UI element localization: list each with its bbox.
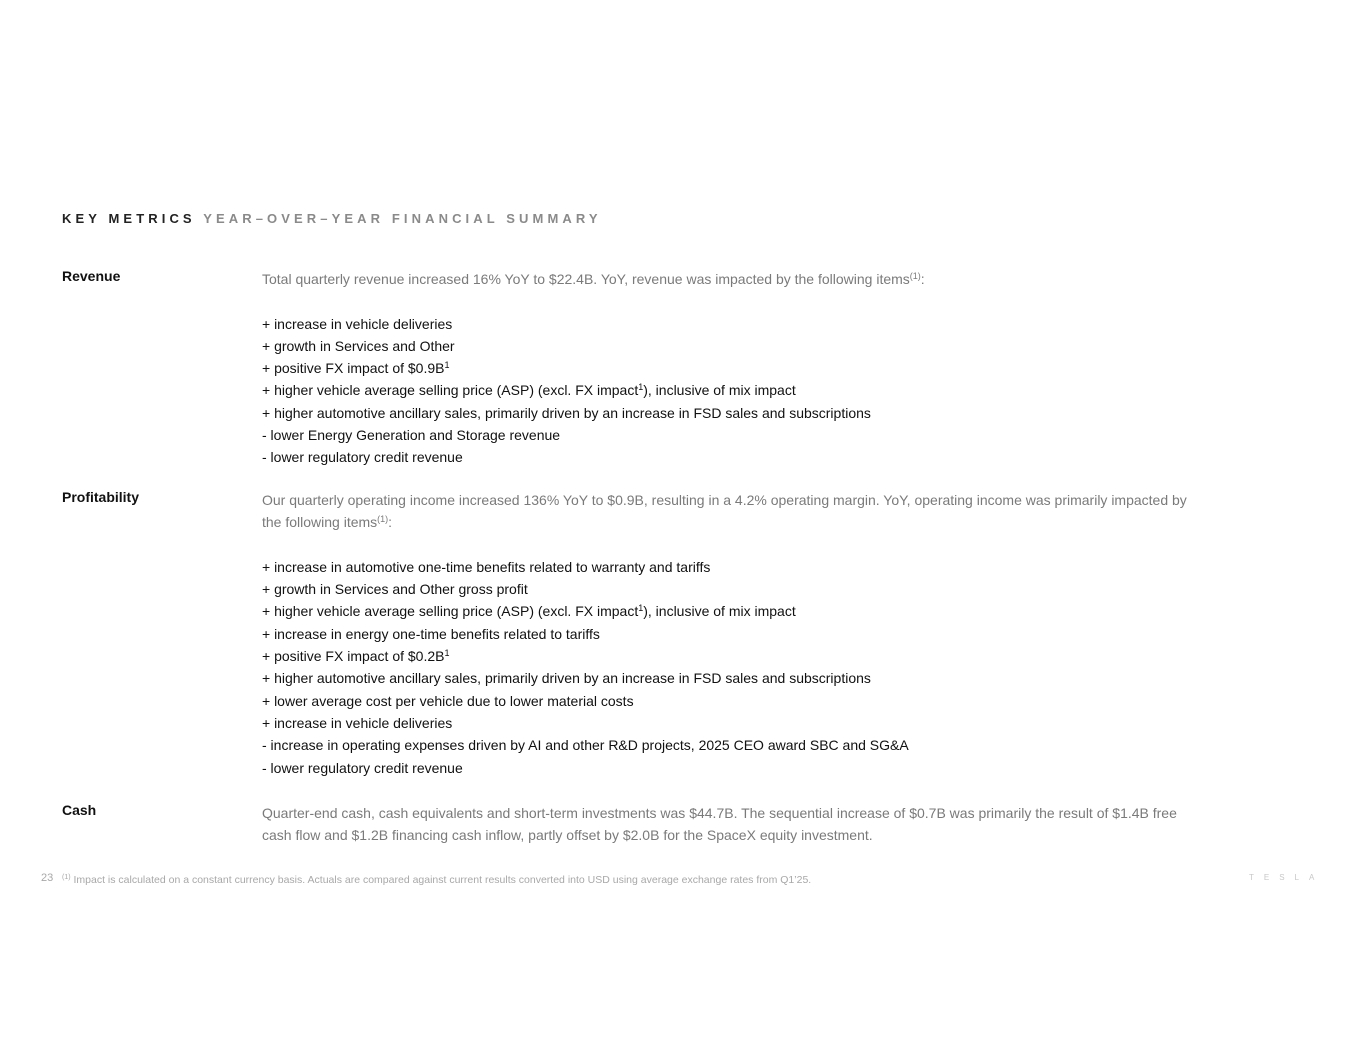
revenue-summary: Total quarterly revenue increased 16% YoY to $22.4B. YoY, revenue was impacted by the following items$^{(1)}$: (262, 271, 925, 287)
list-item: + increase in vehicle deliveries (262, 315, 453, 332)
section-cash (262, 802, 1192, 847)
footnote: $^{(1)}$ Impact is calculated on a constant currency basis. Actuals are compared against current results converted into USD using average exchange rates from Q1’25. (62, 874, 812, 886)
list-item: + increase in vehicle deliveries (262, 714, 453, 731)
list-item: + positive FX impact of $\$0.9B^1$ (262, 360, 450, 377)
list-item: + higher vehicle average selling price (ASP) (excl. FX impact$^1$), inclusive of mix impact (262, 603, 796, 620)
profitability-summary: Our quarterly operating income increased 136% YoY to $0.9B, resulting in a 4.2% operating margin. YoY, operating income was primarily impacted by the following items$^{(1)}$: (262, 492, 1187, 531)
profitability-items (262, 556, 1192, 779)
section-revenue (262, 268, 1192, 469)
list-item: + lower average cost per vehicle due to lower material costs (262, 692, 634, 709)
cash-summary: Quarter-end cash, cash equivalents and short-term investments was $44.7B. The sequential increase of $0.7B was primarily the result of $1.4B free cash flow and $1.2B financing cash inflow, partly offset by $2.0B for the SpaceX equity investment. (262, 805, 1177, 844)
list-item: + growth in Services and Other (262, 337, 455, 354)
list-item: + higher vehicle average selling price (ASP) (excl. FX impact$^1$), inclusive of mix impact (262, 382, 796, 399)
list-item: - lower regulatory credit revenue (262, 759, 463, 776)
page-heading (62, 211, 602, 226)
section-label-profitability: Profitability (62, 489, 140, 505)
section-label-revenue: Revenue (62, 268, 121, 284)
list-item: + increase in energy one-time benefits related to tariffs (262, 625, 600, 642)
tesla-logo: TESLA (1249, 873, 1325, 882)
section-profitability (262, 489, 1192, 779)
section-label-cash: Cash (62, 802, 97, 818)
list-item: + higher automotive ancillary sales, primarily driven by an increase in FSD sales and subscriptions (262, 670, 871, 687)
list-item: + increase in automotive one-time benefits related to warranty and tariffs (262, 558, 711, 575)
revenue-items (262, 313, 1192, 469)
list-item: - lower Energy Generation and Storage revenue (262, 427, 561, 444)
list-item: + higher automotive ancillary sales, primarily driven by an increase in FSD sales and subscriptions (262, 404, 871, 421)
list-item: - lower regulatory credit revenue (262, 449, 463, 466)
list-item: - increase in operating expenses driven by AI and other R&D projects, 2025 CEO award SBC and SG&A (262, 737, 909, 754)
heading-key-metrics: KEY METRICS (62, 211, 196, 226)
page-number: 23 (41, 872, 54, 884)
list-item: + positive FX impact of $\$0.2B^1$ (262, 648, 450, 665)
list-item: + growth in Services and Other gross profit (262, 581, 528, 598)
heading-subtitle: YEAR–OVER–YEAR FINANCIAL SUMMARY (203, 211, 602, 226)
